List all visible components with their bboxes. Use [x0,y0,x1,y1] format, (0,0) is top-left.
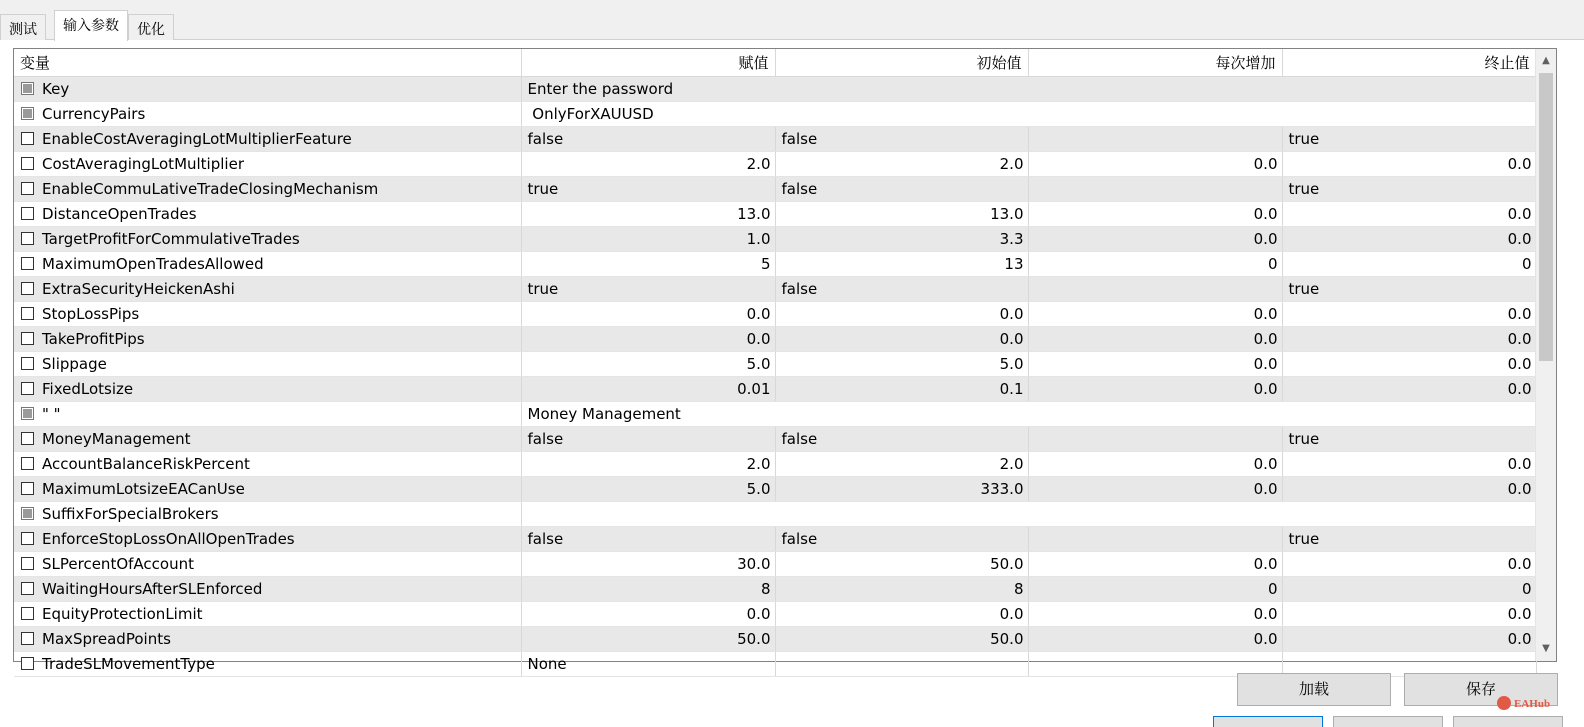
step-cell[interactable]: 0.0 [1028,201,1282,226]
variable-cell[interactable] [14,601,521,626]
start-cell[interactable]: 0.0 [775,301,1028,326]
table-row[interactable] [14,601,1536,626]
variable-cell[interactable] [14,426,521,451]
variable-name: " " [42,404,61,423]
optimize-checkbox[interactable] [21,557,34,570]
optimize-checkbox [21,107,34,120]
stop-cell[interactable]: true [1282,526,1536,551]
variable-name: MaximumLotsizeEACanUse [42,479,245,498]
watermark [1497,696,1550,714]
stop-cell[interactable]: 0.0 [1282,476,1536,501]
optimize-checkbox[interactable] [21,432,34,445]
table-row[interactable] [14,626,1536,651]
value-cell[interactable]: Enter the password [521,76,1536,101]
table-row[interactable] [14,351,1536,376]
scroll-up-icon[interactable]: ▲ [1542,55,1550,66]
scrollbar-thumb[interactable] [1539,73,1553,361]
value-cell[interactable]: 5.0 [521,476,775,501]
variable-name: CostAveragingLotMultiplier [42,154,244,173]
optimize-checkbox[interactable] [21,382,34,395]
table-row[interactable] [14,126,1536,151]
step-cell[interactable]: 0.0 [1028,151,1282,176]
start-cell[interactable]: 5.0 [775,351,1028,376]
start-cell[interactable]: 8 [775,576,1028,601]
variable-cell[interactable] [14,151,521,176]
variable-name: WaitingHoursAfterSLEnforced [42,579,263,598]
start-cell[interactable]: 2.0 [775,451,1028,476]
column-header-step[interactable]: 每次增加 [1028,49,1282,76]
watermark-text: EAHub [1514,698,1551,710]
table-row[interactable] [14,576,1536,601]
variable-name: AccountBalanceRiskPercent [42,454,250,473]
start-cell[interactable]: false [775,276,1028,301]
variable-cell[interactable] [14,626,521,651]
optimize-checkbox[interactable] [21,332,34,345]
variable-name: MaximumOpenTradesAllowed [42,254,264,273]
variable-name: StopLossPips [42,304,140,323]
optimize-checkbox[interactable] [21,132,34,145]
variable-name: TargetProfitForCommulativeTrades [42,229,300,248]
step-cell[interactable]: 0.0 [1028,326,1282,351]
optimize-checkbox[interactable] [21,282,34,295]
column-header-stop[interactable]: 终止值 [1282,49,1536,76]
vertical-scrollbar[interactable] [1535,49,1556,661]
optimize-checkbox[interactable] [21,632,34,645]
variable-cell[interactable] [14,76,521,101]
variable-cell[interactable] [14,551,521,576]
step-cell[interactable]: 0 [1028,251,1282,276]
step-cell[interactable]: 0.0 [1028,301,1282,326]
optimize-checkbox[interactable] [21,607,34,620]
variable-cell[interactable] [14,451,521,476]
start-cell[interactable]: false [775,126,1028,151]
value-cell[interactable]: false [521,126,775,151]
stop-cell[interactable]: 0.0 [1282,451,1536,476]
stop-cell[interactable]: true [1282,126,1536,151]
optimize-checkbox[interactable] [21,457,34,470]
variable-cell[interactable] [14,301,521,326]
table-row[interactable] [14,151,1536,176]
variable-cell[interactable] [14,326,521,351]
step-cell[interactable]: 0.0 [1028,476,1282,501]
variable-cell[interactable] [14,276,521,301]
start-button-partial[interactable] [1213,716,1323,727]
step-cell[interactable]: 0.0 [1028,351,1282,376]
step-cell[interactable] [1028,276,1282,301]
step-cell[interactable]: 0 [1028,576,1282,601]
optimize-checkbox[interactable] [21,532,34,545]
value-cell[interactable]: 1.0 [521,226,775,251]
optimize-checkbox[interactable] [21,482,34,495]
variable-cell[interactable] [14,251,521,276]
start-cell[interactable]: 0.0 [775,326,1028,351]
table-row[interactable] [14,76,1536,101]
value-cell[interactable]: 5.0 [521,351,775,376]
step-cell[interactable] [1028,126,1282,151]
tab-bar [0,0,1584,40]
value-cell[interactable]: false [521,526,775,551]
value-cell[interactable]: None [521,651,775,676]
optimize-checkbox[interactable] [21,182,34,195]
value-cell[interactable]: 0.0 [521,601,775,626]
table-row[interactable] [14,376,1536,401]
scroll-down-icon[interactable]: ▼ [1542,643,1550,654]
value-cell[interactable]: 0.0 [521,301,775,326]
step-cell[interactable]: 0.0 [1028,376,1282,401]
start-cell[interactable]: false [775,526,1028,551]
optimize-checkbox[interactable] [21,357,34,370]
start-cell[interactable]: false [775,426,1028,451]
column-header-variable[interactable]: 变量 [14,49,521,76]
optimize-checkbox[interactable] [21,582,34,595]
value-cell[interactable]: 30.0 [521,551,775,576]
value-cell[interactable]: 8 [521,576,775,601]
variable-name: TakeProfitPips [42,329,145,348]
start-cell[interactable]: 0.0 [775,601,1028,626]
value-cell[interactable]: false [521,426,775,451]
stop-cell[interactable]: 0.0 [1282,326,1536,351]
value-cell[interactable]: 13.0 [521,201,775,226]
tab-input-parameters[interactable]: 输入参数 [54,10,128,41]
parameters-grid[interactable] [13,48,1557,673]
variable-name: EquityProtectionLimit [42,604,203,623]
stop-cell[interactable]: 0.0 [1282,226,1536,251]
variable-name: FixedLotsize [42,379,134,398]
table-row[interactable] [14,176,1536,201]
stop-cell[interactable]: 0 [1282,251,1536,276]
optimize-checkbox[interactable] [21,657,34,670]
start-cell[interactable] [775,651,1028,676]
value-cell[interactable]: 2.0 [521,151,775,176]
variable-name: EnableCostAveragingLotMultiplierFeature [42,129,352,148]
table-header-row [14,49,1536,76]
variable-cell[interactable] [14,376,521,401]
stop-cell[interactable]: true [1282,176,1536,201]
start-cell[interactable]: 0.1 [775,376,1028,401]
table-row[interactable] [14,201,1536,226]
optimize-checkbox[interactable] [21,207,34,220]
table-row[interactable] [14,301,1536,326]
value-cell[interactable]: 0.0 [521,326,775,351]
variable-name: DistanceOpenTrades [42,204,197,223]
value-cell[interactable]: 5 [521,251,775,276]
variable-cell[interactable] [14,351,521,376]
variable-cell[interactable] [14,476,521,501]
value-cell[interactable] [521,501,1536,526]
table-row[interactable] [14,451,1536,476]
start-cell[interactable]: 13 [775,251,1028,276]
step-cell[interactable] [1028,176,1282,201]
variable-cell[interactable] [14,576,521,601]
variable-name: EnforceStopLossOnAllOpenTrades [42,529,295,548]
table-row[interactable] [14,101,1536,126]
watermark-logo-icon [1497,696,1511,710]
value-cell[interactable]: 0.01 [521,376,775,401]
step-cell[interactable]: 0.0 [1028,451,1282,476]
variable-cell[interactable] [14,651,521,676]
variable-name: Slippage [42,354,107,373]
table-row[interactable] [14,476,1536,501]
table-row[interactable] [14,526,1536,551]
step-cell[interactable]: 0.0 [1028,601,1282,626]
value-cell[interactable]: OnlyForXAUUSD [521,101,1536,126]
variable-cell[interactable] [14,101,521,126]
variable-name: MaxSpreadPoints [42,629,171,648]
start-cell[interactable]: 2.0 [775,151,1028,176]
table-row[interactable] [14,501,1536,526]
stop-cell[interactable]: 0.0 [1282,626,1536,651]
start-cell[interactable]: 50.0 [775,626,1028,651]
step-cell[interactable]: 0.0 [1028,626,1282,651]
input-parameters-panel [0,40,1584,727]
variable-cell[interactable] [14,201,521,226]
save-button[interactable]: 保存 [1404,673,1558,706]
tab-test[interactable]: 测试 [0,14,46,40]
stop-cell[interactable]: true [1282,276,1536,301]
variable-cell[interactable] [14,126,521,151]
table-row[interactable] [14,326,1536,351]
stop-cell[interactable]: 0 [1282,576,1536,601]
variable-name: Key [42,79,70,98]
column-header-start[interactable]: 初始值 [775,49,1028,76]
stop-cell[interactable]: 0.0 [1282,351,1536,376]
start-cell[interactable]: 13.0 [775,201,1028,226]
variable-name: MoneyManagement [42,429,191,448]
bottom-button-partial-2[interactable] [1333,716,1443,727]
parameters-table [14,49,1537,677]
stop-cell[interactable]: 0.0 [1282,551,1536,576]
start-cell[interactable]: 333.0 [775,476,1028,501]
optimize-checkbox [21,82,34,95]
table-row[interactable] [14,401,1536,426]
stop-cell[interactable]: true [1282,426,1536,451]
variable-cell[interactable] [14,526,521,551]
stop-cell[interactable]: 0.0 [1282,151,1536,176]
step-cell[interactable] [1028,426,1282,451]
stop-cell[interactable]: 0.0 [1282,201,1536,226]
start-cell[interactable]: 50.0 [775,551,1028,576]
stop-cell[interactable]: 0.0 [1282,301,1536,326]
stop-cell[interactable]: 0.0 [1282,376,1536,401]
optimize-checkbox [21,407,34,420]
load-button[interactable]: 加载 [1237,673,1391,706]
start-cell[interactable]: 3.3 [775,226,1028,251]
variable-cell[interactable] [14,501,521,526]
step-cell[interactable]: 0.0 [1028,551,1282,576]
step-cell[interactable] [1028,526,1282,551]
value-cell[interactable]: 50.0 [521,626,775,651]
table-row[interactable] [14,551,1536,576]
stop-cell[interactable]: 0.0 [1282,601,1536,626]
variable-name: EnableCommuLativeTradeClosingMechanism [42,179,379,198]
value-cell[interactable]: true [521,276,775,301]
column-header-value[interactable]: 赋值 [521,49,775,76]
variable-name: TradeSLMovementType [42,654,215,673]
value-cell[interactable]: 2.0 [521,451,775,476]
optimize-checkbox [21,507,34,520]
optimize-checkbox[interactable] [21,157,34,170]
optimize-checkbox[interactable] [21,307,34,320]
variable-cell[interactable] [14,401,521,426]
bottom-button-partial-3[interactable] [1453,716,1563,727]
variable-name: CurrencyPairs [42,104,146,123]
variable-cell[interactable] [14,176,521,201]
variable-cell[interactable] [14,226,521,251]
value-cell[interactable]: true [521,176,775,201]
start-cell[interactable]: false [775,176,1028,201]
table-row[interactable] [14,426,1536,451]
table-row[interactable] [14,226,1536,251]
variable-name: SuffixForSpecialBrokers [42,504,219,523]
tab-optimization[interactable]: 优化 [128,14,174,40]
optimize-checkbox[interactable] [21,232,34,245]
value-cell[interactable]: Money Management [521,401,1536,426]
optimize-checkbox[interactable] [21,257,34,270]
step-cell[interactable]: 0.0 [1028,226,1282,251]
variable-name: SLPercentOfAccount [42,554,194,573]
table-row[interactable] [14,276,1536,301]
variable-name: ExtraSecurityHeickenAshi [42,279,235,298]
table-row[interactable] [14,251,1536,276]
